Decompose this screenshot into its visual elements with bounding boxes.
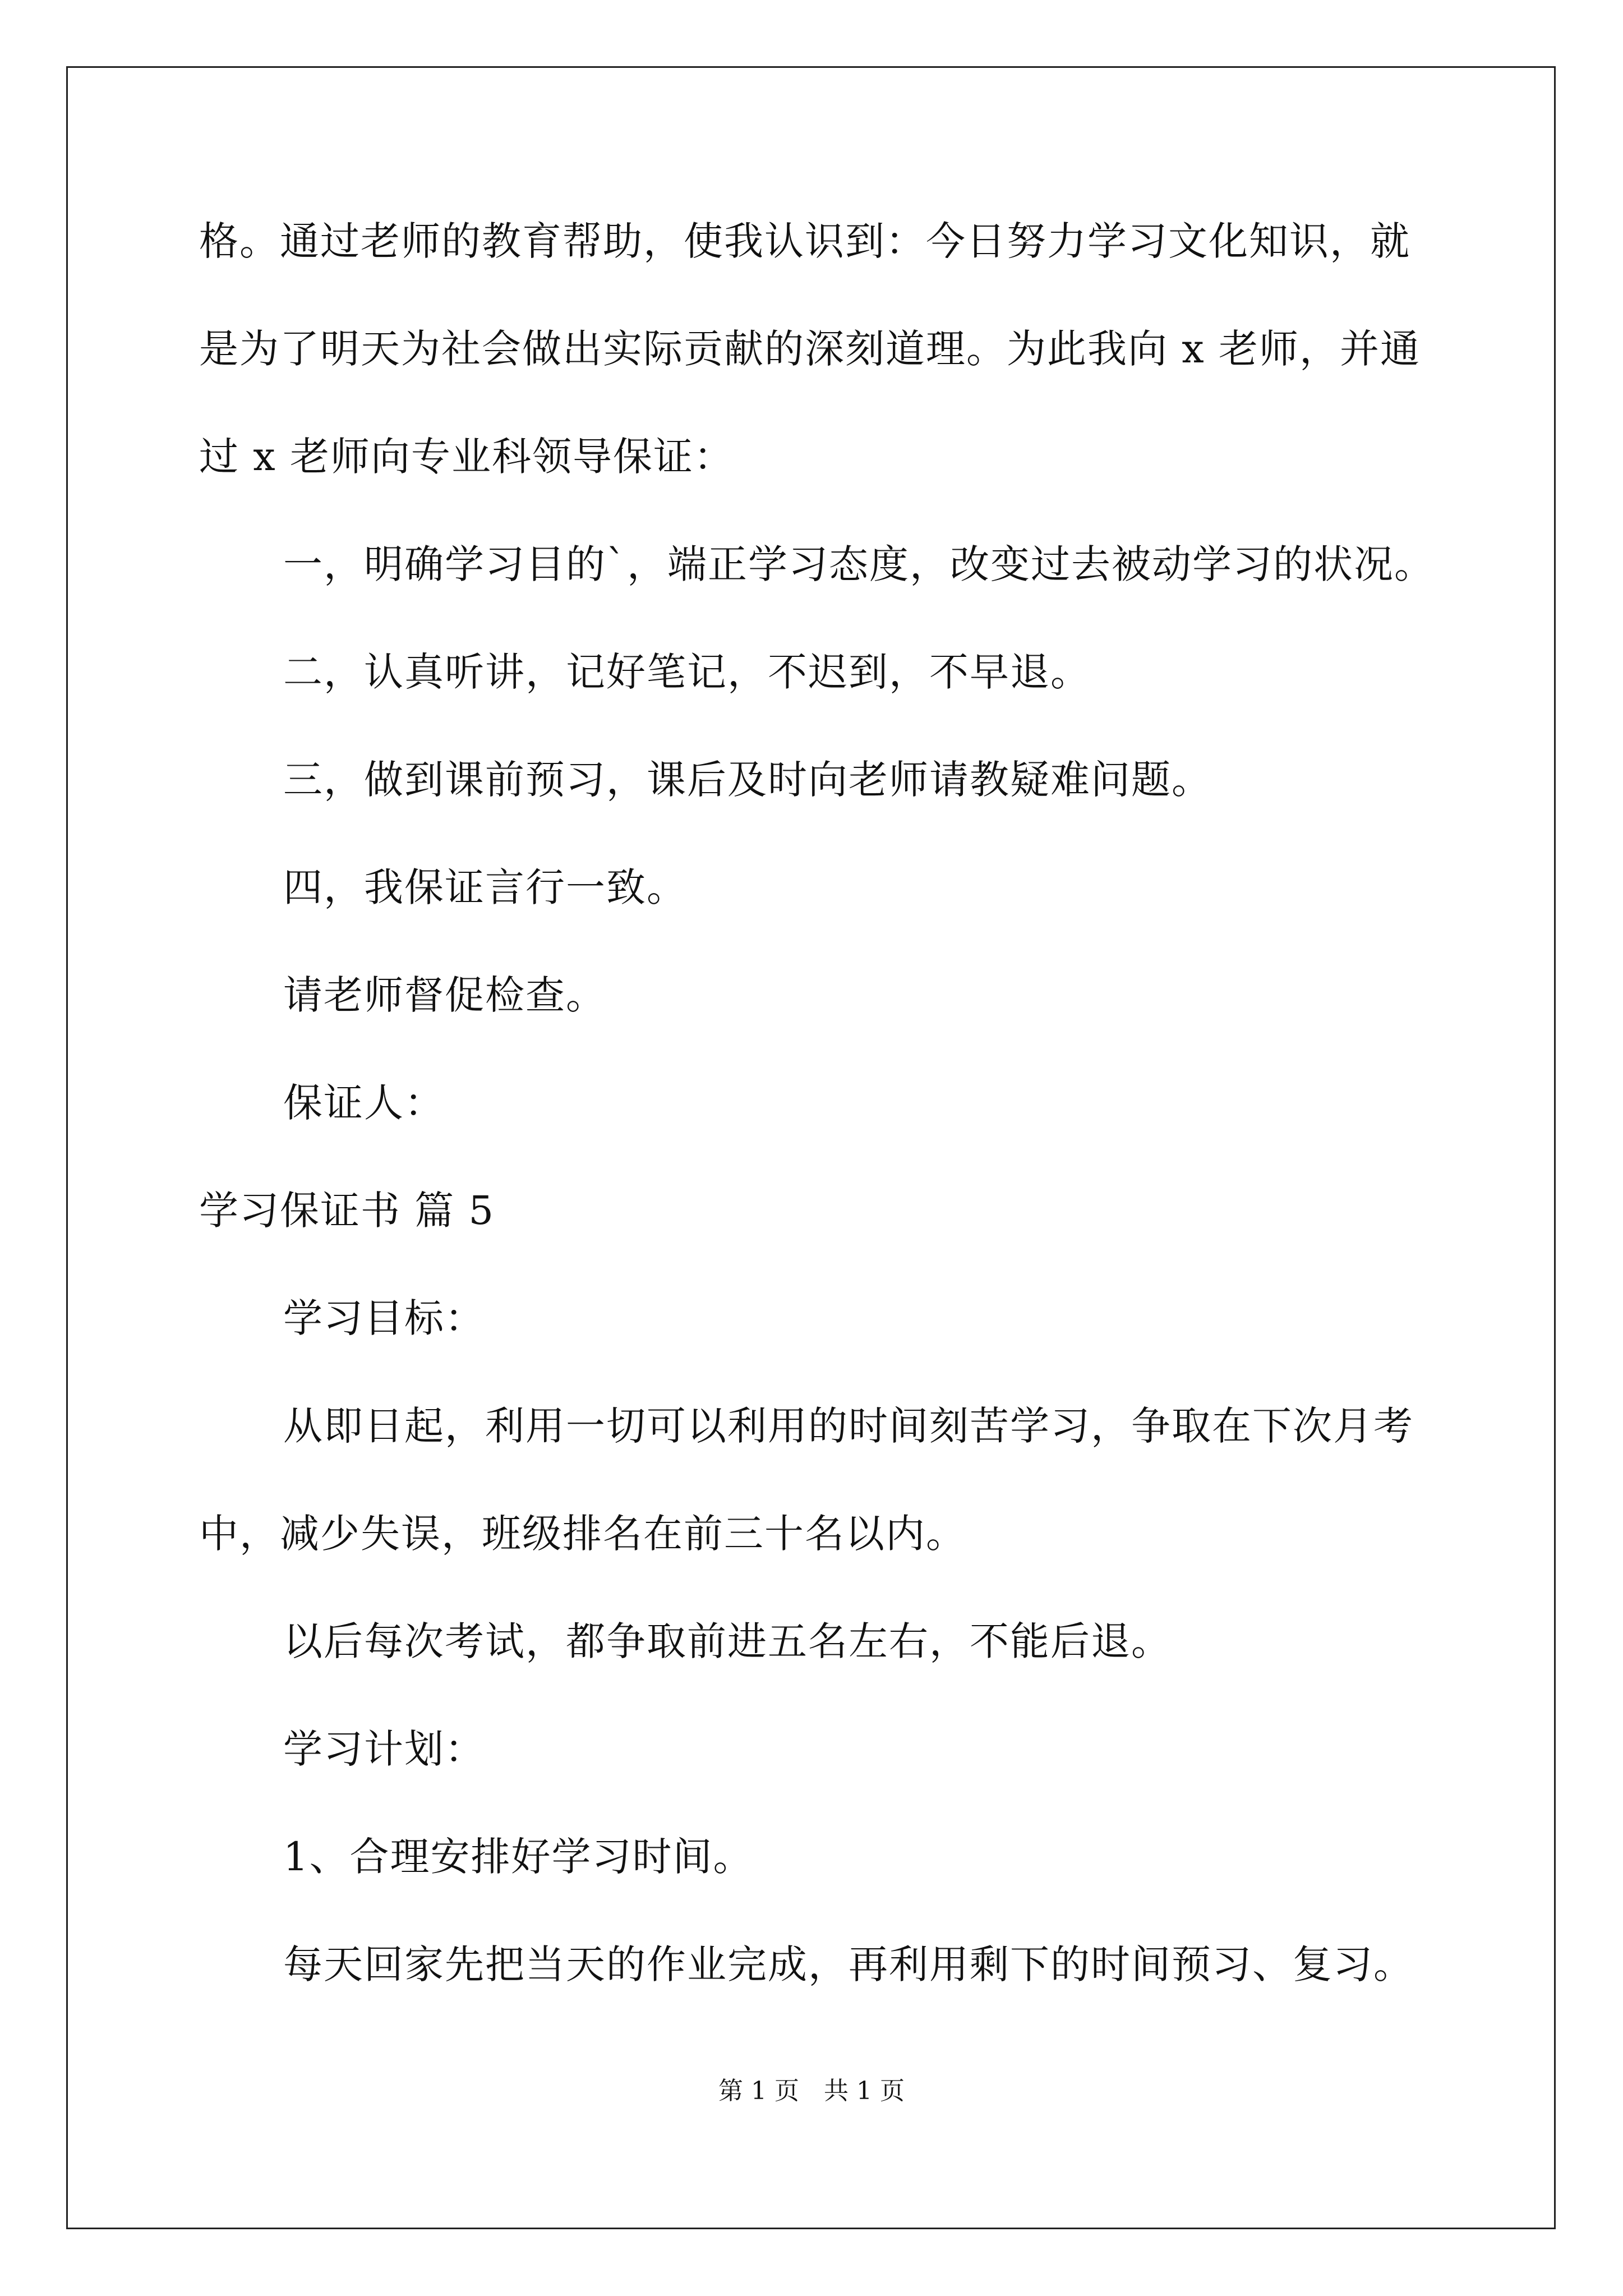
paragraph-line: 以后每次考试，都争取前进五名左右，不能后退。 — [283, 1618, 1172, 1664]
section-heading: 学习保证书 篇 5 — [199, 1188, 495, 1234]
paragraph-line: 过 x 老师向专业科领导保证： — [199, 434, 734, 480]
paragraph-line: 格。通过老师的教育帮助，使我认识到：今日努力学习文化知识，就 — [199, 218, 1410, 264]
pledge-item-4: 四，我保证言行一致。 — [283, 864, 687, 910]
subheading-plan: 学习计划： — [283, 1726, 485, 1772]
subheading-goals: 学习目标： — [283, 1295, 485, 1341]
paragraph-line: 是为了明天为社会做出实际贡献的深刻道理。为此我向 x 老师，并通 — [199, 326, 1421, 372]
pledge-item-1: 一，明确学习目的`，端正学习态度，改变过去被动学习的状况。 — [283, 541, 1435, 587]
paragraph-line: 中，减少失误，班级排名在前三十名以内。 — [199, 1511, 966, 1557]
paragraph-line: 从即日起，利用一切可以利用的时间刻苦学习，争取在下次月考 — [283, 1403, 1414, 1449]
request-line: 请老师督促检查。 — [283, 972, 606, 1018]
pledge-item-2: 二，认真听讲，记好笔记，不迟到，不早退。 — [283, 649, 1091, 695]
plan-item-1: 1、合理安排好学习时间。 — [283, 1834, 754, 1880]
page-footer: 第 1 页 共 1 页 — [718, 2077, 905, 2105]
document-body — [199, 218, 1450, 2053]
signature-label: 保证人： — [283, 1080, 445, 1126]
pledge-item-3: 三，做到课前预习，课后及时向老师请教疑难问题。 — [283, 757, 1212, 803]
paragraph-line: 每天回家先把当天的作业完成，再利用剩下的时间预习、复习。 — [283, 1941, 1414, 1987]
